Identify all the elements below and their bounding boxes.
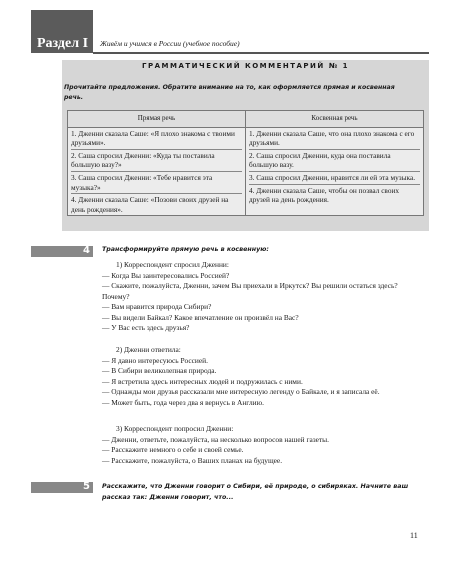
exercise-block-3 (102, 424, 422, 466)
exercise-line: 1) Корреспондент спросил Дженни: (116, 260, 229, 269)
section-tab (31, 10, 93, 53)
book-subtitle: Живём и учимся в России (учебное пособие) (100, 39, 240, 48)
speech-comparison-table (67, 110, 424, 216)
task-number-badge (31, 246, 93, 257)
exercise-line: — Я встретила здесь интересных людей и подружилась с ними. (102, 376, 303, 386)
exercise-line: — Дженни, ответьте, пожалуйста, на несколько вопросов нашей газеты. (102, 434, 329, 444)
exercise-line: 3) Корреспондент попросил Дженни: (116, 424, 234, 433)
task-number-badge (31, 482, 93, 493)
task-number: 5 (83, 481, 90, 492)
grammar-intro: Прочитайте предложения. Обратите внимание на то, как оформляется прямая и косвенная речь. (64, 84, 395, 101)
indirect-item: 1. Дженни сказала Саше, что она плохо знакома с его друзьями. (249, 128, 415, 148)
task-5-title: Расскажите, что Дженни говорит о Сибири, её природе, о сибиряках. Начните ваш рассказ так: Дженни говорит, что... (102, 483, 409, 501)
exercise-line: — Может быть, года через два я вернусь в Англию. (102, 397, 264, 407)
header-rule (93, 52, 429, 54)
direct-item: 3. Саша спросил Дженни: «Тебе нравится эта музыка?» (71, 171, 242, 193)
exercise-line: — Вы видели Байкал? Какое впечатление он произвёл на Вас? (102, 312, 299, 322)
exercise-line: 2) Дженни ответила: (116, 345, 181, 354)
exercise-line: — Скажите, пожалуйста, Дженни, зачем Вы приехали в Иркутск? Вы решили остаться здесь? Почему? (102, 281, 398, 301)
exercise-block-1 (102, 260, 422, 334)
exercise-line: — Когда Вы заинтересовались Россией? (102, 270, 230, 280)
indirect-item: 3. Саша спросил Дженни, нравится ли ей эта музыка. (249, 171, 420, 184)
exercise-line: — Я давно интересуюсь Россией. (102, 355, 208, 365)
indirect-item: 4. Дженни сказала Саше, чтобы он позвал своих друзей на день рождения. (249, 184, 420, 206)
indirect-speech-cell (246, 127, 424, 216)
page-number: 11 (410, 531, 418, 540)
exercise-line: — Вам нравится природа Сибири? (102, 302, 212, 311)
exercise-line: — В Сибири великолепная природа. (102, 366, 217, 375)
column-header-direct: Прямая речь (68, 111, 246, 128)
exercise-line: — Расскажите немного о себе и своей семье. (102, 445, 244, 454)
direct-item: 2. Саша спросил Дженни: «Куда ты поставила большую вазу?» (71, 149, 242, 171)
exercise-block-2 (102, 345, 422, 408)
exercise-line: — Однажды мои друзья рассказали мне интересную легенду о Байкале, и я записала её. (102, 387, 380, 396)
exercise-line: — У Вас есть здесь друзья? (102, 323, 190, 332)
task-4-title: Трансформируйте прямую речь в косвенную: (102, 246, 269, 253)
direct-item: 1. Дженни сказала Саше: «Я плохо знакома с твоими друзьями». (71, 128, 235, 148)
indirect-item: 2. Саша спросил Дженни, куда она поставила большую вазу. (249, 149, 420, 171)
direct-item: 4. Дженни сказала Саше: «Позови своих друзей на день рождения». (71, 193, 242, 215)
direct-speech-cell (68, 127, 246, 216)
column-header-indirect: Косвенная речь (246, 111, 424, 128)
grammar-title: ГРАММАТИЧЕСКИЙ КОММЕНТАРИЙ № 1 (142, 62, 349, 70)
exercise-line: — Расскажите, пожалуйста, о Ваших планах на будущее. (102, 455, 283, 465)
task-number: 4 (83, 245, 90, 256)
section-label: Раздел I (37, 36, 89, 51)
